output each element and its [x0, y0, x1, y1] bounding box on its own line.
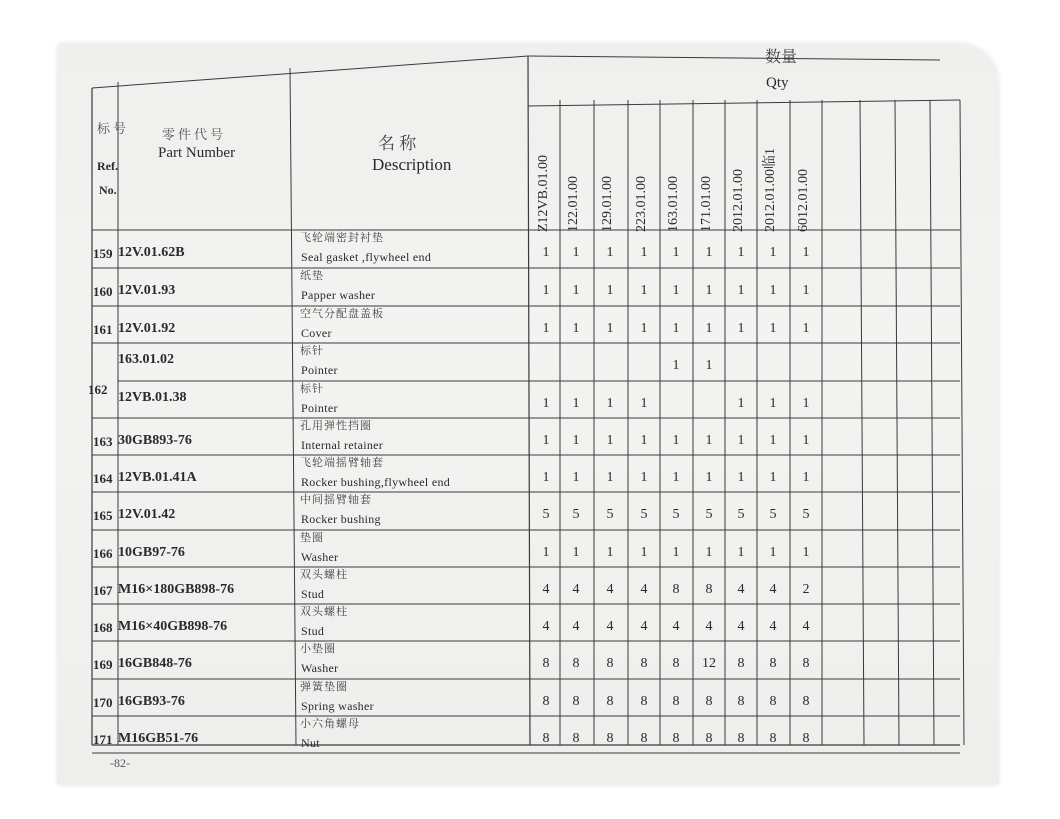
qty-cell: 1 [572, 470, 580, 485]
qty-cell: 1 [542, 321, 550, 336]
qty-cell: 5 [705, 507, 713, 522]
row-part-number: 12V.01.92 [118, 321, 176, 336]
row-description-en: Stud [301, 624, 325, 638]
qty-cell: 1 [672, 545, 680, 560]
row-ref-number: 160 [93, 284, 113, 299]
qty-cell: 8 [606, 694, 614, 709]
qty-cell: 1 [572, 545, 580, 560]
qty-cell: 8 [572, 731, 580, 746]
row-description-zh: 双头螺柱 [300, 569, 348, 581]
qty-cell: 4 [737, 619, 745, 634]
qty-cell: 8 [542, 731, 550, 746]
qty-cell: 1 [737, 433, 745, 448]
qty-cell: 8 [769, 694, 777, 709]
qty-cell: 4 [802, 619, 810, 634]
qty-cell: 4 [769, 619, 777, 634]
qty-cell: 1 [705, 283, 713, 298]
qty-cell: 1 [640, 470, 648, 485]
row-description-en: Nut [301, 736, 320, 750]
qty-cell: 8 [769, 731, 777, 746]
qty-cell: 1 [705, 358, 713, 373]
grid-line [528, 56, 530, 745]
row-description-en: Spring washer [301, 699, 374, 713]
qty-cell: 8 [737, 731, 745, 746]
model-column-header: 223.01.00 [634, 176, 649, 232]
qty-cell: 1 [672, 283, 680, 298]
qty-cell: 1 [705, 321, 713, 336]
row-description-zh: 飞轮端密封衬垫 [300, 232, 384, 244]
qty-cell: 4 [640, 619, 648, 634]
qty-cell: 8 [737, 694, 745, 709]
row-part-number: 16GB848-76 [118, 656, 192, 671]
qty-cell: 1 [606, 396, 614, 411]
qty-cell: 5 [606, 507, 614, 522]
qty-cell: 1 [542, 396, 550, 411]
qty-cell: 1 [606, 433, 614, 448]
qty-cell: 1 [640, 245, 648, 260]
row-description-en: Rocker bushing,flywheel end [301, 475, 451, 489]
qty-cell: 1 [769, 396, 777, 411]
qty-cell: 5 [769, 507, 777, 522]
description-header-en: Description [372, 155, 452, 174]
qty-cell: 8 [737, 656, 745, 671]
qty-cell: 1 [542, 283, 550, 298]
row-ref-number: 164 [93, 471, 113, 486]
qty-cell: 1 [672, 321, 680, 336]
qty-cell: 8 [640, 694, 648, 709]
row-ref-number: 161 [93, 322, 113, 337]
row-part-number: 12V.01.93 [118, 283, 176, 298]
qty-cell: 5 [737, 507, 745, 522]
qty-cell: 12 [702, 656, 716, 671]
row-part-number: 12V.01.62B [118, 245, 185, 260]
qty-header-zh: 数量 [765, 49, 798, 66]
model-column-header: 2012.01.00 [731, 169, 746, 232]
qty-cell: 8 [606, 731, 614, 746]
qty-cell: 1 [606, 321, 614, 336]
row-description-zh: 小垫圈 [300, 643, 336, 655]
row-description-zh: 空气分配盘盖板 [300, 308, 384, 320]
qty-cell: 4 [640, 582, 648, 597]
qty-cell: 1 [802, 545, 810, 560]
row-description-zh: 标针 [300, 345, 324, 357]
qty-cell: 8 [672, 656, 680, 671]
qty-cell: 1 [769, 433, 777, 448]
row-ref-number: 165 [93, 508, 113, 523]
row-description-en: Seal gasket ,flywheel end [301, 250, 432, 264]
row-part-number: 12V.01.42 [118, 507, 176, 522]
qty-cell: 8 [672, 582, 680, 597]
qty-cell: 8 [802, 694, 810, 709]
qty-cell: 1 [606, 283, 614, 298]
row-description-zh: 飞轮端摇臂轴套 [300, 457, 384, 469]
row-description-en: Pointer [301, 401, 338, 415]
grid-line [860, 100, 864, 745]
model-column-header: 129.01.00 [600, 176, 615, 232]
qty-cell: 5 [802, 507, 810, 522]
qty-cell: 1 [769, 470, 777, 485]
qty-cell: 4 [737, 582, 745, 597]
qty-cell: 1 [572, 321, 580, 336]
description-header-zh: 名 称 [378, 134, 417, 153]
qty-cell: 1 [769, 245, 777, 260]
qty-cell: 8 [606, 656, 614, 671]
row-description-zh: 纸垫 [300, 270, 324, 282]
merged-ref-number: 162 [88, 382, 108, 397]
qty-cell: 1 [705, 545, 713, 560]
qty-cell: 4 [606, 582, 614, 597]
qty-header-en: Qty [766, 75, 789, 91]
row-part-number: 12VB.01.41A [118, 470, 197, 485]
qty-cell: 5 [572, 507, 580, 522]
qty-cell: 1 [572, 245, 580, 260]
qty-cell: 1 [802, 396, 810, 411]
qty-cell: 8 [769, 656, 777, 671]
qty-cell: 8 [802, 731, 810, 746]
row-part-number: 10GB97-76 [118, 545, 185, 560]
qty-cell: 4 [769, 582, 777, 597]
grid-line [895, 100, 899, 745]
qty-cell: 1 [802, 433, 810, 448]
qty-cell: 8 [572, 656, 580, 671]
row-ref-number: 169 [93, 657, 113, 672]
qty-cell: 1 [672, 433, 680, 448]
qty-cell: 5 [672, 507, 680, 522]
qty-cell: 1 [769, 321, 777, 336]
part-number-header-en: Part Number [158, 145, 236, 161]
row-description-zh: 标针 [300, 383, 324, 395]
qty-cell: 1 [802, 283, 810, 298]
qty-cell: 1 [737, 245, 745, 260]
qty-cell: 1 [769, 283, 777, 298]
qty-cell: 8 [542, 694, 550, 709]
qty-cell: 1 [606, 545, 614, 560]
row-description-en: Washer [301, 550, 339, 564]
qty-cell: 1 [572, 283, 580, 298]
qty-cell: 1 [672, 470, 680, 485]
qty-cell: 1 [802, 245, 810, 260]
grid-line [528, 56, 940, 60]
row-ref-number: 163 [93, 434, 113, 449]
grid-line [290, 68, 296, 745]
row-ref-number: 159 [93, 246, 113, 261]
row-ref-number: 170 [93, 695, 113, 710]
qty-cell: 8 [705, 731, 713, 746]
qty-cell: 1 [640, 545, 648, 560]
qty-cell: 8 [640, 656, 648, 671]
qty-cell: 1 [802, 321, 810, 336]
row-description-zh: 小六角螺母 [300, 718, 360, 730]
qty-cell: 1 [542, 470, 550, 485]
row-description-en: Stud [301, 587, 325, 601]
qty-cell: 8 [672, 694, 680, 709]
row-part-number: 12VB.01.38 [118, 390, 187, 405]
qty-cell: 8 [572, 694, 580, 709]
model-column-header: 2012.01.00临1 [763, 148, 778, 232]
row-ref-number: 166 [93, 546, 113, 561]
qty-cell: 1 [542, 545, 550, 560]
qty-cell: 4 [705, 619, 713, 634]
qty-cell: 5 [640, 507, 648, 522]
qty-cell: 8 [672, 731, 680, 746]
qty-cell: 4 [542, 582, 550, 597]
grid-line [930, 100, 934, 745]
row-description-en: Rocker bushing [301, 512, 381, 526]
qty-cell: 1 [672, 358, 680, 373]
qty-cell: 1 [705, 433, 713, 448]
part-number-header-zh: 零件代号 [162, 127, 227, 142]
qty-cell: 1 [769, 545, 777, 560]
row-part-number: M16×180GB898-76 [118, 582, 235, 597]
qty-cell: 2 [802, 582, 810, 597]
qty-cell: 4 [542, 619, 550, 634]
qty-cell: 1 [572, 396, 580, 411]
row-description-zh: 双头螺柱 [300, 606, 348, 618]
row-part-number: M16GB51-76 [118, 731, 199, 746]
qty-cell: 1 [640, 321, 648, 336]
qty-cell: 1 [606, 470, 614, 485]
qty-cell: 1 [737, 545, 745, 560]
model-column-header: 122.01.00 [566, 176, 581, 232]
row-description-en: Papper washer [301, 288, 376, 302]
qty-cell: 8 [542, 656, 550, 671]
qty-cell: 1 [802, 470, 810, 485]
qty-cell: 1 [672, 245, 680, 260]
qty-cell: 4 [606, 619, 614, 634]
row-description-en: Pointer [301, 363, 338, 377]
row-ref-number: 168 [93, 620, 113, 635]
row-part-number: 163.01.02 [118, 352, 174, 367]
grid-line [92, 56, 528, 88]
qty-cell: 1 [640, 433, 648, 448]
model-column-header: 171.01.00 [699, 176, 714, 232]
qty-cell: 1 [640, 396, 648, 411]
row-description-zh: 孔用弹性挡圈 [300, 420, 372, 432]
ref-header-en2: No. [99, 183, 117, 197]
ref-header-zh: 标号 [97, 121, 130, 136]
qty-cell: 1 [640, 283, 648, 298]
page-number: -82- [110, 756, 130, 770]
row-description-en: Washer [301, 661, 339, 675]
row-part-number: 30GB893-76 [118, 433, 192, 448]
qty-cell: 1 [737, 283, 745, 298]
row-description-en: Cover [301, 326, 332, 340]
qty-cell: 1 [737, 321, 745, 336]
row-part-number: M16×40GB898-76 [118, 619, 228, 634]
model-column-header: 6012.01.00 [796, 169, 811, 232]
row-description-zh: 中间摇臂轴套 [300, 494, 372, 506]
row-description-zh: 弹簧垫圈 [300, 681, 348, 693]
row-description-zh: 垫圈 [300, 532, 324, 544]
qty-cell: 1 [542, 245, 550, 260]
qty-cell: 8 [705, 582, 713, 597]
qty-cell: 4 [572, 582, 580, 597]
qty-cell: 1 [705, 470, 713, 485]
qty-cell: 1 [737, 470, 745, 485]
qty-cell: 5 [542, 507, 550, 522]
qty-cell: 8 [640, 731, 648, 746]
qty-cell: 8 [802, 656, 810, 671]
qty-cell: 1 [737, 396, 745, 411]
grid-line [960, 100, 964, 745]
model-column-header: Z12VB.01.00 [536, 155, 551, 232]
qty-cell: 4 [672, 619, 680, 634]
row-part-number: 16GB93-76 [118, 694, 185, 709]
row-description-en: Internal retainer [301, 438, 384, 452]
qty-cell: 4 [572, 619, 580, 634]
row-ref-number: 171 [93, 732, 113, 747]
ref-header-en1: Ref. [97, 159, 118, 173]
qty-cell: 8 [705, 694, 713, 709]
qty-cell: 1 [606, 245, 614, 260]
qty-cell: 1 [705, 245, 713, 260]
qty-cell: 1 [542, 433, 550, 448]
row-ref-number: 167 [93, 583, 113, 598]
model-column-header: 163.01.00 [666, 176, 681, 232]
qty-cell: 1 [572, 433, 580, 448]
